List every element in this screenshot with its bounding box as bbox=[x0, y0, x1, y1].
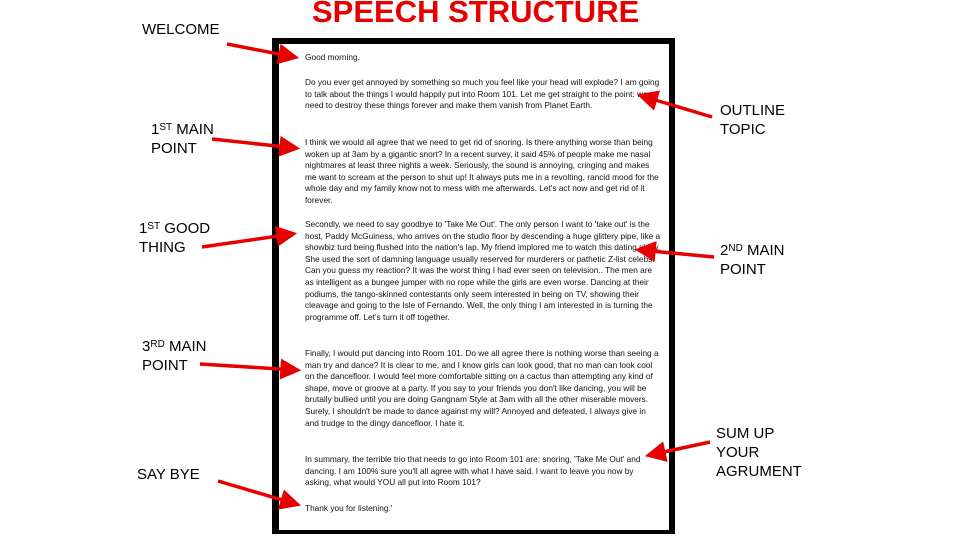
arrow-first-main-point bbox=[212, 139, 295, 148]
page-title: SPEECH STRUCTURE bbox=[312, 0, 640, 29]
arrow-welcome bbox=[227, 44, 294, 57]
label-sum-up: SUM UP YOUR AGRUMENT bbox=[716, 425, 802, 480]
label-welcome: WELCOME bbox=[142, 21, 220, 38]
speech-point-3: Finally, I would put dancing into Room 101. Do we all agree there is nothing worse than seeing a man try and dance? It is clear to me, and I know girls can look good, that no man can look cool on the dancefloor. I would feel more comfortable sitting on a cactus than attempting any kind of shape, move or groove at a party. If you say to your friends you don't like dancing, you will be brutally bullied until you are doing Gangnam Style at 3am with all the other miserable movers. Surely, I shouldn't be made to dance against my will? Annoyed and defeated, I always give in and trudge to the dingy dancefloor. I hate it. bbox=[305, 348, 659, 428]
label-say-bye: SAY BYE bbox=[137, 466, 200, 483]
speech-intro: Do you ever get annoyed by something so much you feel like your head will explode? I am going to talk about the things I would happily put into Room 101. Let me get straight to the point: we need to destroy these things forever and make them vanish from Planet Earth. bbox=[305, 77, 660, 111]
arrow-outline-topic bbox=[642, 96, 712, 117]
arrow-first-good-thing bbox=[202, 234, 292, 247]
speech-closing: Thank you for listening.' bbox=[305, 503, 393, 513]
speech-point-1: I think we would all agree that we need to get rid of snoring. Is there anything worse than being woken up at 3am by a gigantic snort? In a recent survey, it said 45% of people make me nasal nightmares at least three nights a week. Seriously, the sound is annoying, cringing and makes me want to scream at the person to shut up! It always puts me in a revolting, rancid mood for the whole day and my family know not to mess with me afterwards. Let's act now and get rid of it forever. bbox=[305, 137, 659, 205]
arrow-say-bye bbox=[218, 481, 296, 504]
arrow-second-main-point bbox=[640, 250, 714, 257]
label-first-good-thing: 1ST GOOD THING bbox=[139, 220, 211, 256]
label-third-main-point: 3RD MAIN POINT bbox=[142, 338, 207, 374]
speech-summary: In summary, the terrible trio that needs to go into Room 101 are: snoring, 'Take Me Out' and dancing. I am 100% sure you'll all agree with what I have said. I want to leave you now by asking, what would YOU all put into Room 101? bbox=[305, 454, 641, 488]
label-first-main-point: 1ST MAIN POINT bbox=[151, 121, 214, 157]
label-second-main-point: 2ND MAIN POINT bbox=[720, 242, 785, 278]
arrow-third-main-point bbox=[200, 364, 296, 370]
arrow-sum-up bbox=[650, 442, 710, 455]
label-outline-topic: OUTLINE TOPIC bbox=[720, 102, 786, 138]
speech-point-2: Secondly, we need to say goodbye to 'Take Me Out'. The only person I want to 'take out' is the host, Paddy McGuiness, who arrives on the studio floor by descending a huge glittery pipe, like a showbiz turd being flushed into the nation's lap. My friend implored me to watch this dating show. She used the sort of damning language usually reserved for murderers or pathetic Z-list celebs. Can you guess my reaction? It was the worst thing I had ever seen on television.. The men are as intelligent as a bungee jumper with no rope while the girls are even worse. Dancing at their podiums, the tango-skinned contestants only seem interested in being on TV, showing their cleavage and going to the Isle of Fernando. Well, the only thing I am interested in is turning the programme off. Let's turn it off together. bbox=[305, 219, 661, 322]
speech-greeting: Good morning, bbox=[305, 52, 360, 62]
